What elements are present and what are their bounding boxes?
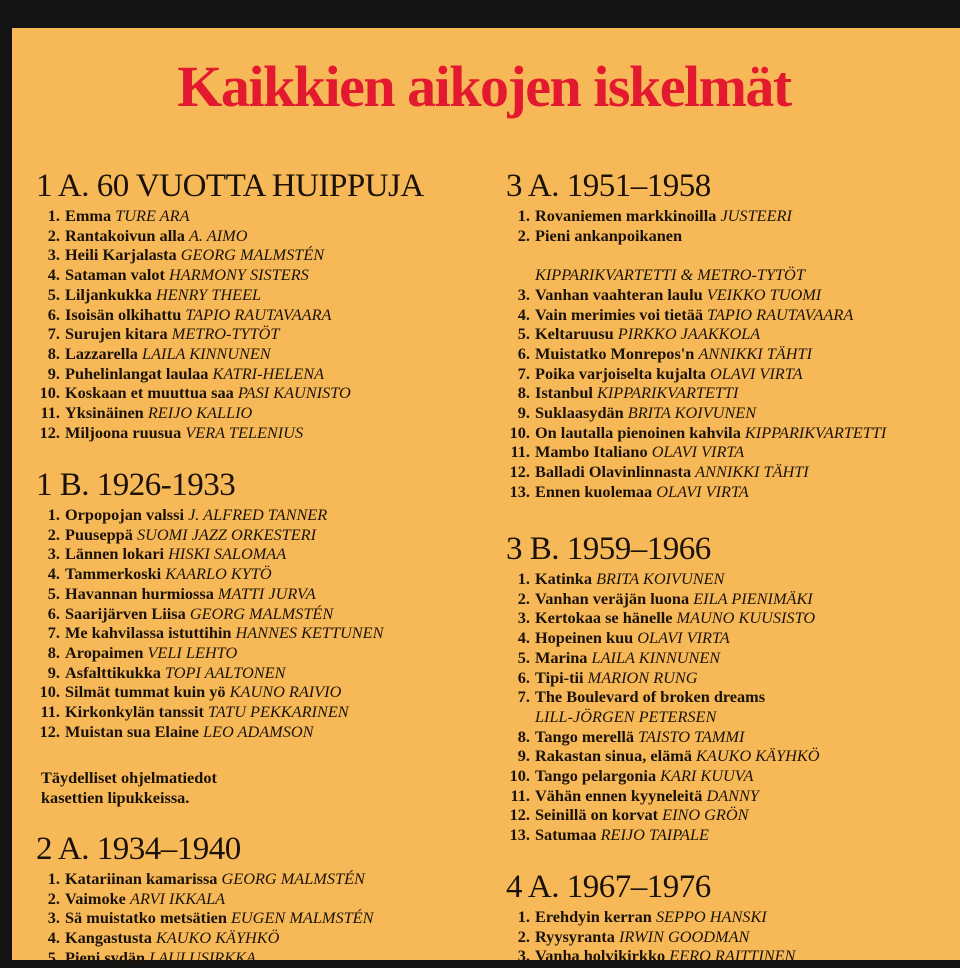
- track-title: Orpopojan valssi: [65, 505, 184, 524]
- track-item: [36, 265, 424, 285]
- track-number: 11.: [510, 785, 530, 805]
- track-item: [36, 206, 424, 226]
- section-heading: 4 A. 1967–1976: [506, 869, 711, 905]
- track-item: [36, 869, 373, 889]
- track-item: [506, 648, 820, 668]
- track-title: Vaimoke: [65, 888, 126, 908]
- track-number: 1.: [47, 869, 60, 888]
- track-artist: LAILA KINNUNEN: [142, 343, 271, 363]
- track-number: 3.: [47, 245, 60, 265]
- track-artist: VELI LEHTO: [147, 642, 238, 662]
- track-artist: PASI KAUNISTO: [237, 383, 351, 403]
- track-artist: J. ALFRED TANNER: [188, 505, 328, 524]
- track-artist: HENRY THEEL: [155, 284, 262, 304]
- track-title: Silmät tummat kuin yö: [65, 682, 226, 702]
- section-3b: [506, 531, 820, 845]
- track-title: Keltaruusu: [535, 324, 614, 344]
- track-title: Kertokaa se hänelle: [535, 608, 673, 628]
- section-4a: [506, 869, 795, 966]
- track-title: Hopeinen kuu: [535, 628, 634, 648]
- track-title: Pieni ankanpoikanen: [535, 225, 683, 245]
- track-artist: OLAVI VIRTA: [656, 481, 749, 501]
- track-item: [36, 305, 424, 325]
- track-title: Miljoona ruusua: [65, 422, 182, 442]
- track-artist: EILA PIENIMÄKI: [693, 588, 813, 608]
- track-item: [506, 946, 795, 966]
- track-artist: ARVI IKKALA: [130, 888, 226, 908]
- track-number: 5.: [47, 583, 60, 603]
- track-title: Rovaniemen markkinoilla: [535, 206, 717, 225]
- track-artist: KIPPARIKVARTETTI: [597, 383, 739, 403]
- track-number: 8.: [517, 726, 530, 746]
- track-item: [36, 702, 383, 722]
- track-title: Pieni sydän: [65, 947, 146, 967]
- page-title: Kaikkien aikojen iskelmät: [177, 54, 791, 119]
- track-number: 5.: [47, 947, 60, 967]
- track-number: 4.: [47, 928, 60, 948]
- track-artist: REIJO TAIPALE: [600, 825, 709, 845]
- section-1b: [36, 467, 383, 741]
- track-item: [506, 668, 820, 688]
- track-title: Vanha holvikirkko: [535, 946, 666, 966]
- track-title: The Boulevard of broken dreams: [535, 687, 766, 707]
- track-number: 11.: [40, 403, 60, 423]
- track-artist: LILL-JÖRGEN PETERSEN: [535, 706, 717, 726]
- track-number: 6.: [47, 603, 60, 623]
- track-number: 1.: [47, 206, 60, 225]
- track-artist: EINO GRÖN: [662, 805, 749, 825]
- track-title: Ryysyranta: [535, 926, 615, 946]
- track-title: Asfalttikukka: [65, 662, 161, 682]
- section-1a: [36, 168, 424, 442]
- note-line: Täydelliset ohjelmatiedot: [41, 768, 217, 787]
- track-number: 10.: [39, 383, 60, 403]
- track-item: [506, 746, 820, 766]
- track-item: [506, 766, 820, 786]
- track-artist: GEORG MALMSTÉN: [180, 245, 325, 265]
- track-item: [506, 727, 820, 747]
- track-title: Liljankukka: [65, 284, 152, 304]
- program-note: [41, 768, 217, 807]
- track-title: Surujen kitara: [65, 324, 168, 344]
- track-artist: IRWIN GOODMAN: [619, 926, 750, 946]
- track-title: Muistan sua Elaine: [65, 721, 199, 741]
- track-item: [506, 383, 886, 403]
- section-heading: 1 A. 60 VUOTTA HUIPPUJA: [36, 168, 424, 204]
- track-item: [506, 907, 795, 927]
- track-number: 4.: [47, 564, 60, 584]
- track-number: 2.: [517, 225, 530, 245]
- track-number: 11.: [510, 442, 530, 462]
- track-number: 2.: [47, 888, 60, 908]
- track-number: 1.: [517, 206, 530, 225]
- track-artist: VERA TELENIUS: [185, 422, 304, 442]
- track-artist: TAPIO RAUTAVAARA: [707, 304, 854, 324]
- track-artist: KARI KUUVA: [660, 766, 754, 786]
- track-artist: MATTI JURVA: [217, 583, 316, 603]
- track-title: Tipi-tii: [535, 667, 584, 687]
- track-artist: PIRKKO JAAKKOLA: [617, 324, 761, 344]
- track-title: Vanhan vaahteran laulu: [535, 284, 703, 304]
- track-number: 3.: [47, 544, 60, 564]
- track-item: [36, 908, 373, 928]
- track-artist: LAULUSIRKKA: [149, 947, 256, 967]
- track-title: Katinka: [535, 569, 593, 588]
- track-item: [36, 722, 383, 742]
- track-artist: METRO-TYTÖT: [171, 324, 280, 344]
- track-title: Tango merellä: [535, 726, 635, 746]
- track-artist: HARMONY SISTERS: [169, 265, 309, 285]
- track-artist: KAUKO KÄYHKÖ: [155, 928, 280, 948]
- track-number: 8.: [47, 343, 60, 363]
- track-title: Balladi Olavinlinnasta: [535, 462, 692, 482]
- track-item: [36, 682, 383, 702]
- track-title: Lazzarella: [65, 343, 138, 363]
- track-number: 3.: [517, 946, 530, 966]
- track-title: Sataman valot: [65, 265, 165, 285]
- track-number: 5.: [517, 647, 530, 667]
- track-artist: HISKI SALOMAA: [168, 544, 287, 564]
- track-artist: TAPIO RAUTAVAARA: [185, 304, 332, 324]
- track-artist: KIPPARIKVARTETTI & METRO-TYTÖT: [535, 265, 805, 285]
- track-title: Kirkonkylän tanssit: [65, 702, 204, 722]
- section-heading: 2 A. 1934–1940: [36, 831, 241, 867]
- track-artist: EERO RAITTINEN: [669, 946, 796, 966]
- track-item: [36, 403, 424, 423]
- track-number: 7.: [47, 623, 60, 643]
- track-artist: TAISTO TAMMI: [638, 726, 745, 746]
- track-number: 4.: [517, 628, 530, 648]
- track-title: Puhelinlangat laulaa: [65, 363, 209, 383]
- track-item: [506, 442, 886, 462]
- track-number: 2.: [517, 588, 530, 608]
- track-number: 3.: [517, 284, 530, 304]
- track-item: [36, 525, 383, 545]
- track-artist: OLAVI VIRTA: [651, 442, 745, 462]
- track-number: 12.: [509, 462, 530, 482]
- track-item: [506, 927, 795, 947]
- section-2a: [36, 831, 373, 968]
- track-title: Saarijärven Liisa: [65, 603, 186, 623]
- track-artist: EUGEN MALMSTÉN: [230, 908, 374, 928]
- track-number: 2.: [47, 524, 60, 544]
- track-number: 12.: [509, 805, 530, 825]
- track-artist: REIJO KALLIO: [147, 403, 253, 423]
- track-item: [36, 364, 424, 384]
- track-item: [506, 285, 886, 305]
- track-item: [506, 805, 820, 825]
- track-artist: DANNY: [706, 785, 759, 805]
- track-item: [36, 663, 383, 683]
- section-heading: 3 A. 1951–1958: [506, 168, 711, 204]
- track-number: 1.: [517, 569, 530, 588]
- track-title: Suklaasydän: [535, 403, 624, 423]
- track-title: Satumaa: [535, 825, 597, 845]
- track-item: [36, 643, 383, 663]
- track-artist: BRITA KOIVUNEN: [627, 403, 757, 423]
- track-number: 3.: [47, 908, 60, 928]
- track-artist: OLAVI VIRTA: [710, 363, 803, 383]
- track-number: 4.: [47, 265, 60, 285]
- track-item: [506, 226, 886, 246]
- track-item: [506, 305, 886, 325]
- track-item: [506, 825, 820, 845]
- track-item: [36, 948, 373, 968]
- track-item: [36, 928, 373, 948]
- track-title: Aropaimen: [65, 642, 144, 662]
- track-title: On lautalla pienoinen kahvila: [535, 422, 741, 442]
- track-item: [506, 462, 886, 482]
- track-item: [506, 482, 886, 502]
- track-title: Sä muistatko metsätien: [65, 908, 227, 928]
- track-artist: GEORG MALMSTÉN: [189, 603, 334, 623]
- track-title: Yksinäinen: [65, 403, 144, 423]
- track-item: [506, 786, 820, 806]
- track-item: [36, 423, 424, 443]
- track-item: [36, 324, 424, 344]
- track-title: Marina: [535, 647, 588, 667]
- track-title: Heili Karjalasta: [65, 245, 177, 265]
- track-title: Koskaan et muuttua saa: [65, 383, 234, 403]
- track-title: Kangastusta: [65, 928, 152, 948]
- track-number: 1.: [517, 907, 530, 926]
- track-item: [36, 505, 383, 525]
- track-number: 12.: [39, 721, 60, 741]
- track-artist: KIPPARIKVARTETTI: [744, 422, 887, 442]
- note-line: kasettien lipukkeissa.: [41, 787, 190, 807]
- track-artist: ANNIKKI TÄHTI: [698, 343, 812, 363]
- track-artist: KAARLO KYTÖ: [165, 564, 272, 584]
- track-title: Vähän ennen kyyneleitä: [535, 785, 703, 805]
- track-number: 1.: [47, 505, 60, 524]
- track-title: Muistatko Monrepos'n: [535, 343, 695, 363]
- track-number: 11.: [40, 702, 60, 722]
- track-number: 7.: [517, 363, 530, 383]
- track-number: 9.: [517, 403, 530, 423]
- track-item: [36, 285, 424, 305]
- track-title: Puuseppä: [65, 524, 133, 544]
- section-3a: [506, 168, 886, 502]
- track-artist: SEPPO HANSKI: [655, 907, 767, 926]
- track-title: Ennen kuolemaa: [535, 481, 653, 501]
- track-title: Mambo Italiano: [535, 442, 648, 462]
- track-item: [36, 604, 383, 624]
- track-item: [36, 226, 424, 246]
- track-item: [36, 889, 373, 909]
- track-item: [36, 564, 383, 584]
- track-number: 9.: [517, 746, 530, 766]
- track-title: Seinillä on korvat: [535, 805, 659, 825]
- section-heading: 3 B. 1959–1966: [506, 531, 711, 567]
- track-item: [506, 403, 886, 423]
- track-artist: MAUNO KUUSISTO: [676, 608, 816, 628]
- spacer: [506, 245, 886, 265]
- track-number: 10.: [39, 682, 60, 702]
- track-number: 5.: [517, 324, 530, 344]
- track-artist: SUOMI JAZZ ORKESTERI: [136, 524, 317, 544]
- track-number: 7.: [47, 324, 60, 344]
- track-title: Lännen lokari: [65, 544, 165, 564]
- track-number: 6.: [517, 667, 530, 687]
- track-item: [506, 608, 820, 628]
- track-item: [506, 687, 820, 707]
- track-number: 13.: [509, 481, 530, 501]
- track-title: Me kahvilassa istuttihin: [65, 623, 232, 643]
- track-title: Tammerkoski: [65, 564, 162, 584]
- track-item: [506, 344, 886, 364]
- track-item: [36, 544, 383, 564]
- track-title: Rantakoivun alla: [65, 225, 185, 245]
- track-artist: JUSTEERI: [720, 206, 792, 225]
- track-number: 2.: [517, 926, 530, 946]
- track-item: [506, 364, 886, 384]
- track-title: Havannan hurmiossa: [65, 583, 214, 603]
- track-number: 9.: [47, 363, 60, 383]
- track-number: 6.: [517, 343, 530, 363]
- track-item: [506, 589, 820, 609]
- track-artist: GEORG MALMSTÉN: [221, 869, 365, 888]
- track-item: [36, 584, 383, 604]
- track-item: [506, 206, 886, 226]
- track-number: 9.: [47, 662, 60, 682]
- track-item: [36, 245, 424, 265]
- track-artist: TATU PEKKARINEN: [207, 702, 349, 722]
- track-number: 3.: [517, 608, 530, 628]
- track-title: Poika varjoiselta kujalta: [535, 363, 706, 383]
- track-artist: A. AIMO: [188, 225, 248, 245]
- track-title: Emma: [65, 206, 112, 225]
- track-title: Rakastan sinua, elämä: [535, 746, 692, 766]
- track-item: [506, 423, 886, 443]
- track-item: [36, 383, 424, 403]
- track-artist: TURE ARA: [115, 206, 190, 225]
- track-artist: LAILA KINNUNEN: [591, 647, 721, 667]
- track-number: 10.: [509, 422, 530, 442]
- track-title: Vanhan veräjän luona: [535, 588, 690, 608]
- track-item: [506, 628, 820, 648]
- track-item: [36, 623, 383, 643]
- track-item: [506, 569, 820, 589]
- track-number: 8.: [47, 642, 60, 662]
- track-item: [506, 324, 886, 344]
- track-number: 12.: [39, 422, 60, 442]
- track-title: Erehdyin kerran: [535, 907, 652, 926]
- track-item: [36, 344, 424, 364]
- track-artist: KAUKO KÄYHKÖ: [696, 746, 820, 766]
- track-artist: LEO ADAMSON: [202, 721, 314, 741]
- track-artist: HANNES KETTUNEN: [235, 623, 384, 643]
- track-number: 6.: [47, 304, 60, 324]
- track-title: Istanbul: [535, 383, 593, 403]
- track-artist: OLAVI VIRTA: [637, 628, 730, 648]
- track-number: 10.: [509, 766, 530, 786]
- track-number: 5.: [47, 284, 60, 304]
- track-artist: KATRI-HELENA: [212, 363, 325, 383]
- track-artist: KAUNO RAIVIO: [229, 682, 342, 702]
- track-number: 2.: [47, 225, 60, 245]
- track-artist: TOPI AALTONEN: [165, 662, 286, 682]
- track-number: 7.: [517, 687, 530, 707]
- track-artist: VEIKKO TUOMI: [706, 284, 822, 304]
- track-artist: ANNIKKI TÄHTI: [695, 462, 809, 482]
- track-artist: BRITA KOIVUNEN: [596, 569, 725, 588]
- section-heading: 1 B. 1926-1933: [36, 467, 236, 503]
- track-title: Isoisän olkihattu: [65, 304, 182, 324]
- track-artist: MARION RUNG: [587, 667, 698, 687]
- track-title: Tango pelargonia: [535, 766, 657, 786]
- track-number: 13.: [509, 825, 530, 845]
- track-number: 4.: [517, 304, 530, 324]
- track-number: 8.: [517, 383, 530, 403]
- track-title: Vain merimies voi tietää: [535, 304, 704, 324]
- track-title: Katariinan kamarissa: [65, 869, 218, 888]
